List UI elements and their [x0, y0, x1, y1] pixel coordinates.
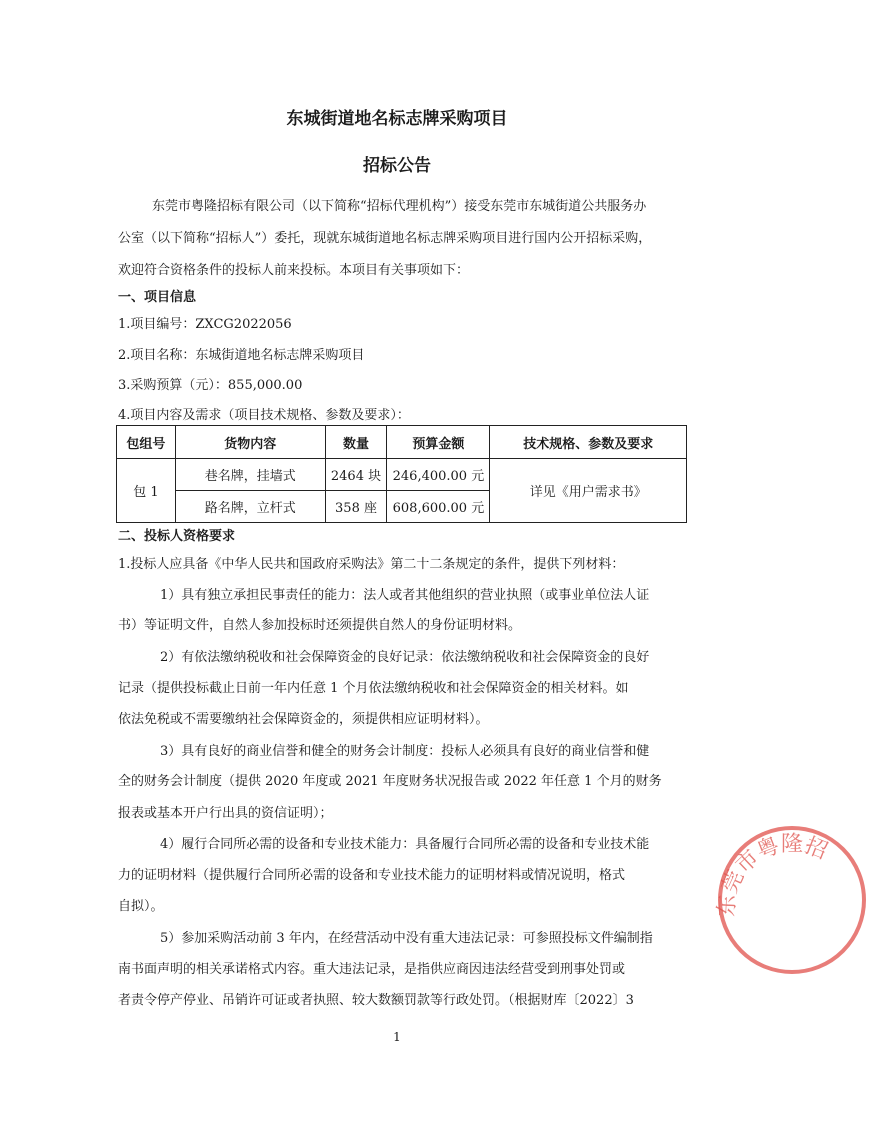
body-line: 全的财务会计制度（提供 2020 年度或 2021 年度财务状况报告或 2022 年任意 1 个月的财务 — [118, 774, 662, 789]
page-number: 1 — [393, 1030, 401, 1044]
header-package: 包组号 — [117, 426, 176, 459]
project-budget: 3.采购预算（元）：855,000.00 — [118, 378, 303, 393]
svg-text:东莞市粤隆招 — [715, 832, 831, 917]
quantity-cell: 2464 块 — [325, 459, 387, 491]
section-heading-qualification: 二、投标人资格要求 — [118, 529, 236, 544]
body-line: 记录（提供投标截止日前一年内任意 1 个月依法缴纳税收和社会保障资金的相关材料。如 — [118, 681, 629, 696]
body-line: 1.投标人应具备《中华人民共和国政府采购法》第二十二条规定的条件，提供下列材料： — [118, 557, 625, 572]
body-line: 5）参加采购活动前 3 年内，在经营活动中没有重大违法记录：可参照投标文件编制指 — [160, 931, 653, 946]
body-line: 4）履行合同所必需的设备和专业技术能力：具备履行合同所必需的设备和专业技术能 — [160, 837, 650, 852]
project-number: 1.项目编号：ZXCG2022056 — [118, 317, 292, 332]
goods-cell: 路名牌，立杆式 — [175, 491, 325, 523]
package-cell: 包 1 — [117, 459, 176, 523]
project-requirements-label: 4.项目内容及需求（项目技术规格、参数及要求）： — [118, 408, 410, 423]
spec-cell: 详见《用户需求书》 — [490, 459, 687, 523]
company-seal — [712, 820, 872, 980]
document-title: 东城街道地名标志牌采购项目 — [286, 109, 508, 129]
header-quantity: 数量 — [325, 426, 387, 459]
intro-line: 欢迎符合资格条件的投标人前来投标。本项目有关事项如下： — [118, 263, 470, 278]
header-budget: 预算金额 — [387, 426, 490, 459]
procurement-table — [116, 425, 687, 523]
header-goods: 货物内容 — [175, 426, 325, 459]
body-line: 报表或基本开户行出具的资信证明）； — [118, 806, 333, 821]
section-heading-project-info: 一、项目信息 — [118, 290, 197, 305]
body-line: 者责令停产停业、吊销许可证或者执照、较大数额罚款等行政处罚。（根据财库〔2022〕3 — [118, 993, 634, 1008]
body-line: 力的证明材料（提供履行合同所必需的设备和专业技术能力的证明材料或情况说明，格式 — [118, 868, 626, 883]
amount-cell: 246,400.00 元 — [387, 459, 490, 491]
table-header-row — [117, 426, 687, 459]
amount-cell: 608,600.00 元 — [387, 491, 490, 523]
goods-cell: 巷名牌，挂墙式 — [175, 459, 325, 491]
body-line: 1）具有独立承担民事责任的能力：法人或者其他组织的营业执照（或事业单位法人证 — [160, 588, 650, 603]
body-line: 3）具有良好的商业信誉和健全的财务会计制度：投标人必须具有良好的商业信誉和健 — [160, 744, 650, 759]
intro-line: 公室（以下简称“招标人”）委托，现就东城街道地名标志牌采购项目进行国内公开招标采购， — [118, 231, 652, 246]
header-spec: 技术规格、参数及要求 — [490, 426, 687, 459]
body-line: 2）有依法缴纳税收和社会保障资金的良好记录：依法缴纳税收和社会保障资金的良好 — [160, 650, 650, 665]
body-line: 南书面声明的相关承诺格式内容。重大违法记录，是指供应商因违法经营受到刑事处罚或 — [118, 962, 626, 977]
document-subtitle: 招标公告 — [363, 156, 431, 176]
body-line: 依法免税或不需要缴纳社会保障资金的，须提供相应证明材料）。 — [118, 712, 489, 727]
project-name: 2.项目名称：东城街道地名标志牌采购项目 — [118, 348, 365, 363]
seal-text: 东莞市粤隆招 — [714, 831, 831, 918]
intro-line: 东莞市粤隆招标有限公司（以下简称“招标代理机构”）接受东莞市东城街道公共服务办 — [152, 199, 647, 214]
body-line: 书）等证明文件，自然人参加投标时还须提供自然人的身份证明材料。 — [118, 618, 522, 633]
quantity-cell: 358 座 — [325, 491, 387, 523]
body-line: 自拟）。 — [118, 899, 164, 914]
table-row — [117, 459, 687, 491]
